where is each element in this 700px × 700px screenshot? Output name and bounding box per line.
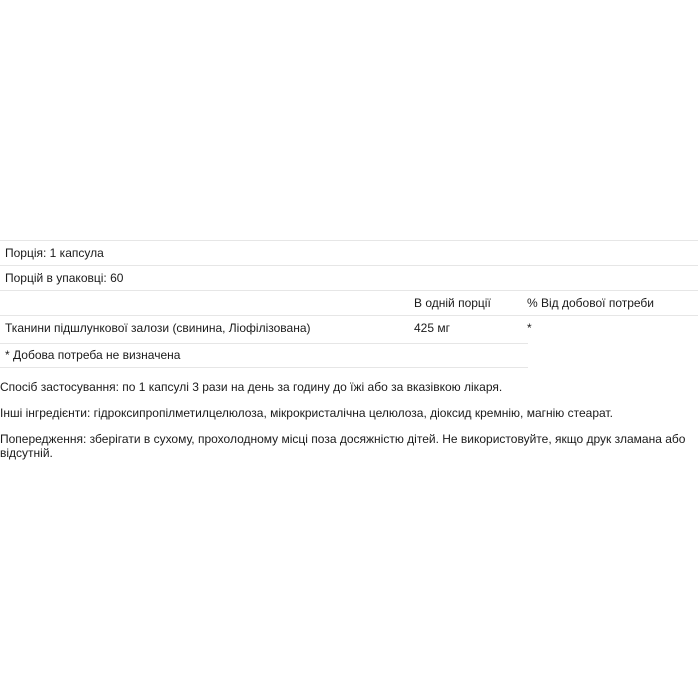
servings-per-container: Порцій в упаковці: 60 — [5, 271, 124, 285]
footnote-divider-bottom — [0, 367, 528, 368]
ingredient-amount: 425 мг — [414, 321, 450, 335]
servings-per-container-row — [0, 265, 698, 290]
ingredient-name: Тканини підшлункової залози (свинина, Ліофілізована) — [5, 321, 311, 335]
ingredient-daily-value: * — [527, 321, 532, 335]
other-ingredients-text: Інші інгредієнти: гідроксипропілметилцелюлоза, мікрокристалічна целюлоза, діоксид кремнію, магнію стеарат. — [0, 406, 613, 420]
serving-size-row — [0, 240, 698, 265]
table-row — [0, 315, 698, 340]
warning-text-line1: Попередження: зберігати в сухому, прохолодному місці поза досяжністю дітей. Не використовуйте, якщо друк зламана або — [0, 432, 686, 446]
serving-size: Порція: 1 капсула — [5, 246, 104, 260]
table-header-row — [0, 290, 698, 315]
usage-text: Спосіб застосування: по 1 капсулі 3 рази на день за годину до їжі або за вказівкою лікаря. — [0, 380, 503, 394]
header-per-serving: В одній порції — [414, 296, 491, 310]
header-daily-value: % Від добової потреби — [527, 296, 655, 310]
footnote: * Добова потреба не визначена — [5, 348, 181, 362]
footnote-divider-top — [0, 343, 528, 344]
warning-text-line2: відсутній. — [0, 446, 53, 460]
supplement-facts-table — [0, 240, 698, 340]
